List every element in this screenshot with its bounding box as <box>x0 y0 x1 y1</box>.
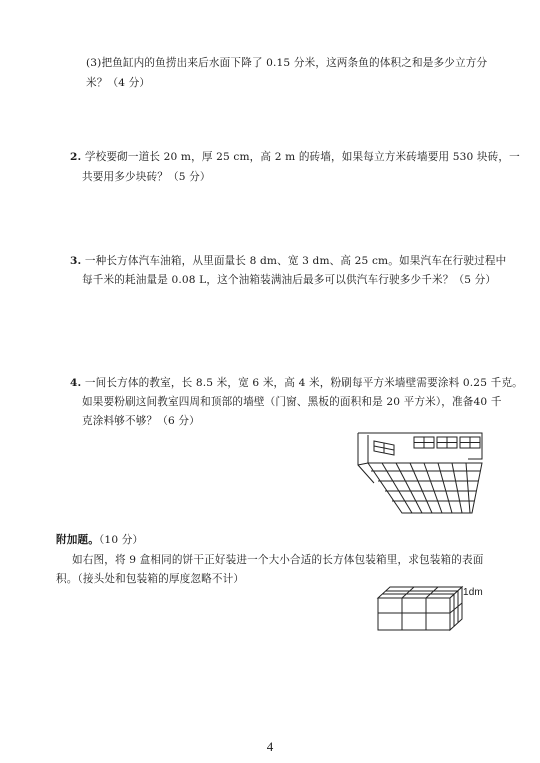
page-number: 4 <box>266 739 274 754</box>
q4-line2: 如果要粉刷这间教室四周和顶部的墙壁（门窗、黑板的面积和是 20 平方米），准备40 千 <box>82 396 502 408</box>
q3-number: 3. <box>70 255 82 267</box>
q2-text-line1: 学校要砌一道长 20 m，厚 25 cm，高 2 m 的砖墙，如果每立方米砖墙要用 530 块砖，一 <box>84 151 520 163</box>
bonus-title-line <box>56 533 143 547</box>
bonus-line1: 如右图，将 9 盒相同的饼干正好装进一个大小合适的长方体包装箱里，求包装箱的表面 <box>72 554 484 566</box>
q3-text-line1: 一种长方体汽车油箱，从里面量长 8 dm、宽 3 dm、高 25 cm。如果汽车在行驶过程中 <box>84 255 507 267</box>
q2-number: 2. <box>70 151 82 163</box>
q4-line1 <box>70 376 523 390</box>
bonus-title: 附加题。 <box>56 534 99 546</box>
box-dimension-label: 1dm <box>463 587 483 598</box>
bonus-line2: 积。（接头处和包装箱的厚度忽略不计） <box>56 573 245 585</box>
q3-line2: 每千米的耗油量是 0.08 L，这个油箱装满油后最多可以供汽车行驶多少千米？（5 分） <box>82 274 497 286</box>
q4-line3: 克涂料够不够？（6 分） <box>82 415 200 427</box>
q4-number: 4. <box>70 377 82 389</box>
q2-line1 <box>70 150 520 164</box>
q2-line2: 共要用多少块砖？（5 分） <box>82 171 211 183</box>
classroom-figure <box>354 427 484 517</box>
bonus-points: （10 分） <box>98 534 144 546</box>
q1-part3-line2: 米？（4 分） <box>86 77 151 89</box>
q1-part3-line1: (3)把鱼缸内的鱼捞出来后水面下降了 0.15 分米，这两条鱼的体积之和是多少立方分 <box>86 57 488 69</box>
q3-line1 <box>70 254 506 268</box>
q4-text-line1: 一间长方体的教室，长 8.5 米，宽 6 米，高 4 米，粉刷每平方米墙壁需要涂料 0.25 千克。 <box>84 377 523 389</box>
